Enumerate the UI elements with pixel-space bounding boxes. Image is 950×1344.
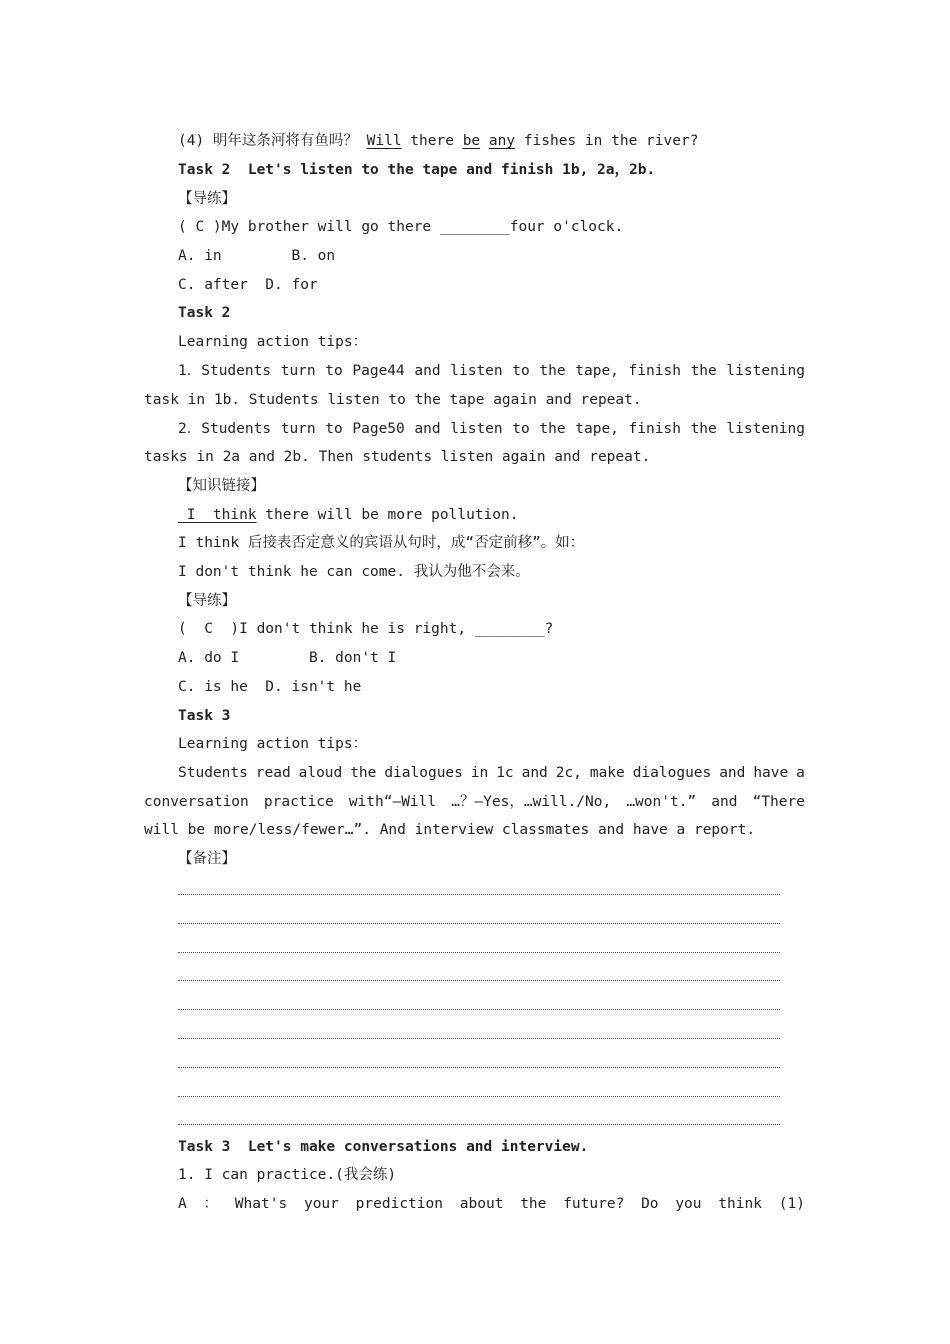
note-line <box>178 894 780 895</box>
tips-label-2: Learning action tips： <box>178 736 368 752</box>
item-4-line <box>178 131 698 151</box>
word: about <box>459 1196 504 1212</box>
word: to <box>512 363 530 379</box>
task2-label: Task 2 <box>178 305 231 321</box>
word: A <box>178 1196 187 1212</box>
word: …？—Yes，…will./No, <box>451 794 612 810</box>
word: you <box>675 1196 702 1212</box>
word: and <box>711 794 738 810</box>
word: to <box>325 421 343 437</box>
word: turn <box>280 421 316 437</box>
word: and <box>521 765 548 781</box>
note-line <box>178 1009 780 1010</box>
guide1-heading: 【导练】 <box>178 191 236 207</box>
note-line <box>178 952 780 953</box>
item-4-prefix: (4) 明年这条河将有鱼吗？ <box>178 133 367 149</box>
word: tape, <box>575 363 619 379</box>
word: in <box>470 765 489 781</box>
guide2-options-row1: A. do I B. don't I <box>178 650 397 666</box>
note-line <box>178 1096 780 1097</box>
word: What's <box>234 1196 288 1212</box>
word: tape, <box>575 421 619 437</box>
guide1-question: ( C )My brother will go there ________four o'clock. <box>178 219 624 235</box>
word: the <box>350 765 377 781</box>
word: finish <box>628 363 681 379</box>
knowledge-example: I don't think he can come. 我认为他不会来。 <box>178 564 530 580</box>
guide1-options-row2: C. after D. for <box>178 277 318 293</box>
word: Do <box>641 1196 659 1212</box>
word: the <box>690 363 717 379</box>
word: read <box>255 765 291 781</box>
task3-heading: Task 3 Let's make conversations and interview. <box>178 1139 589 1155</box>
tips-label-1: Learning action tips： <box>178 334 368 350</box>
answer-any: any <box>488 133 516 149</box>
word: a <box>796 765 805 781</box>
word: dialogues <box>384 765 463 781</box>
guide2-heading: 【导练】 <box>178 593 236 609</box>
word: have <box>753 765 789 781</box>
task3-tip-line2 <box>144 792 805 812</box>
notes-heading: 【备注】 <box>178 851 236 867</box>
task3-tip-line1 <box>178 763 805 783</box>
guide2-question: ( C )I don't think he is right, ________? <box>178 621 554 637</box>
knowledge-heading: 【知识链接】 <box>178 478 265 494</box>
word: conversation <box>144 794 249 810</box>
word: the <box>690 421 717 437</box>
word: your <box>303 1196 339 1212</box>
word: …won't.” <box>626 794 697 810</box>
word: and <box>719 765 746 781</box>
item-4-tail: fishes in the river? <box>515 133 699 149</box>
word: listening <box>726 421 805 437</box>
note-line <box>178 1124 780 1125</box>
task3-tip-line3: will be more/less/fewer…”. And interview classmates and have a report. <box>144 822 756 838</box>
word: 2c, <box>555 765 582 781</box>
guide2-options-row2: C. is he D. isn't he <box>178 679 362 695</box>
word: Students <box>178 765 248 781</box>
word: future? <box>563 1196 625 1212</box>
word: aloud <box>298 765 343 781</box>
word: to <box>512 421 530 437</box>
word: ： <box>203 1196 219 1212</box>
note-line <box>178 1038 780 1039</box>
tip1-line1 <box>178 361 805 381</box>
practice-label: 1. I can practice.(我会练) <box>178 1167 397 1183</box>
word: to <box>325 363 343 379</box>
note-line <box>178 923 780 924</box>
underlined-i-think: I think <box>178 507 257 523</box>
knowledge-rule: I think 后接表否定意义的宾语从句时，成“否定前移”。如： <box>178 535 585 551</box>
word: with“—Will <box>348 794 437 810</box>
word: the <box>539 421 566 437</box>
note-line <box>178 980 780 981</box>
word: listen <box>450 421 503 437</box>
word: finish <box>628 421 681 437</box>
word: 1．Students <box>178 363 272 379</box>
word: make <box>589 765 625 781</box>
word: the <box>520 1196 547 1212</box>
knowledge-example-sentence <box>178 505 518 525</box>
item-4-text: there <box>401 133 463 149</box>
tip1-line2: task in 1b. Students listen to the tape again and repeat. <box>144 392 642 408</box>
task3-label: Task 3 <box>178 708 231 724</box>
word: practice <box>263 794 334 810</box>
dialogue-line <box>178 1194 805 1214</box>
word: dialogues <box>632 765 712 781</box>
word: (1) <box>778 1196 805 1212</box>
word: listen <box>450 363 503 379</box>
word: Page44 <box>352 363 405 379</box>
note-line <box>178 1067 780 1068</box>
word: the <box>539 363 566 379</box>
word: and <box>414 421 441 437</box>
word: 2．Students <box>178 421 272 437</box>
word: turn <box>280 363 316 379</box>
tip2-line2: tasks in 2a and 2b. Then students listen again and repeat. <box>144 449 651 465</box>
task2-heading: Task 2 Let's listen to the tape and finish 1b, 2a，2b. <box>178 162 656 178</box>
answer-will: Will <box>366 133 402 149</box>
word: 1c <box>496 765 514 781</box>
guide1-options-row1: A. in B. on <box>178 248 336 264</box>
word: Page50 <box>352 421 405 437</box>
word: think <box>718 1196 762 1212</box>
word: and <box>414 363 441 379</box>
word: listening <box>726 363 805 379</box>
example-rest: there will be more pollution. <box>256 507 519 523</box>
item-4-space <box>480 133 489 149</box>
word: prediction <box>355 1196 443 1212</box>
word: “There <box>752 794 805 810</box>
tip2-line1 <box>178 419 805 439</box>
answer-be: be <box>462 133 481 149</box>
